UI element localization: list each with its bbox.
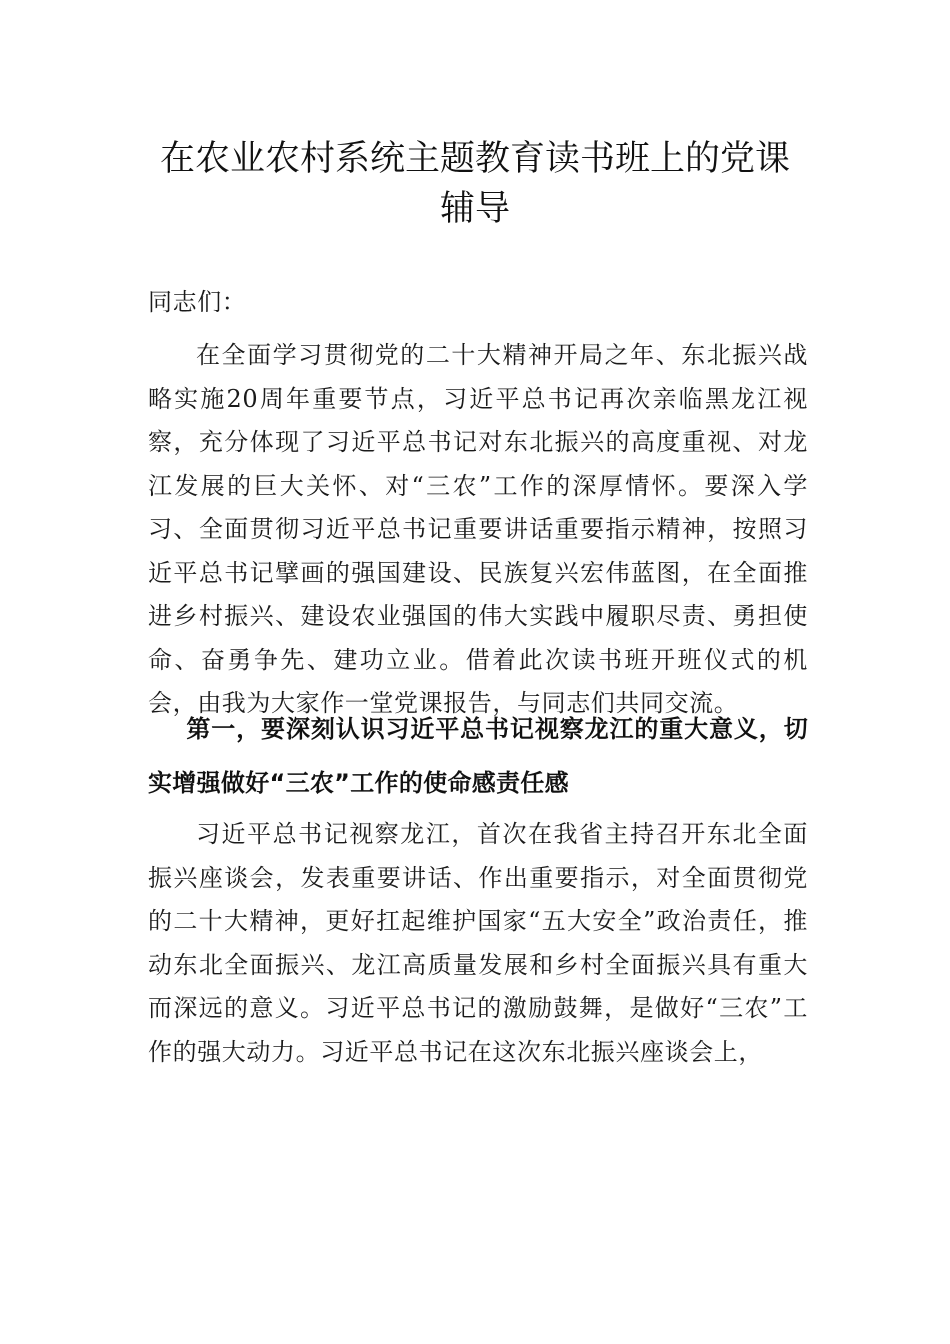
document-title-line-1: 在农业农村系统主题教育读书班上的党课 — [159, 139, 790, 179]
section-heading-1: 第一，要深刻认识习近平总书记视察龙江的重大意义，切实增强做好“三农”工作的使命感责任感 — [148, 715, 808, 797]
paragraph-1: 在全面学习贯彻党的二十大精神开局之年、东北振兴战略实施20周年重要节点，习近平总书记再次亲临黑龙江视察，充分体现了习近平总书记对东北振兴的高度重视、对龙江发展的巨大关怀、对“三农”工作的深厚情怀。要深入学习、全面贯彻习近平总书记重要讲话重要指示精神，按照习近平总书记擘画的强国建设、民族复兴宏伟蓝图，在全面推进乡村振兴、建设农业强国的伟大实践中履职尽责、勇担使命、奋勇争先、建功立业。借着此次读书班开班仪式的机会，由我为大家作一堂党课报告，与同志们共同交流。 — [148, 341, 808, 717]
salutation: 同志们： — [148, 288, 247, 316]
document-title-line-2: 辅导 — [439, 189, 510, 229]
paragraph-2: 习近平总书记视察龙江，首次在我省主持召开东北全面振兴座谈会，发表重要讲话、作出重要指示，对全面贯彻党的二十大精神，更好扛起维护国家“五大安全”政治责任，推动东北全面振兴、龙江高质量发展和乡村全面振兴具有重大而深远的意义。习近平总书记的激励鼓舞，是做好“三农”工作的强大动力。习近平总书记在这次东北振兴座谈会上， — [148, 820, 808, 1066]
